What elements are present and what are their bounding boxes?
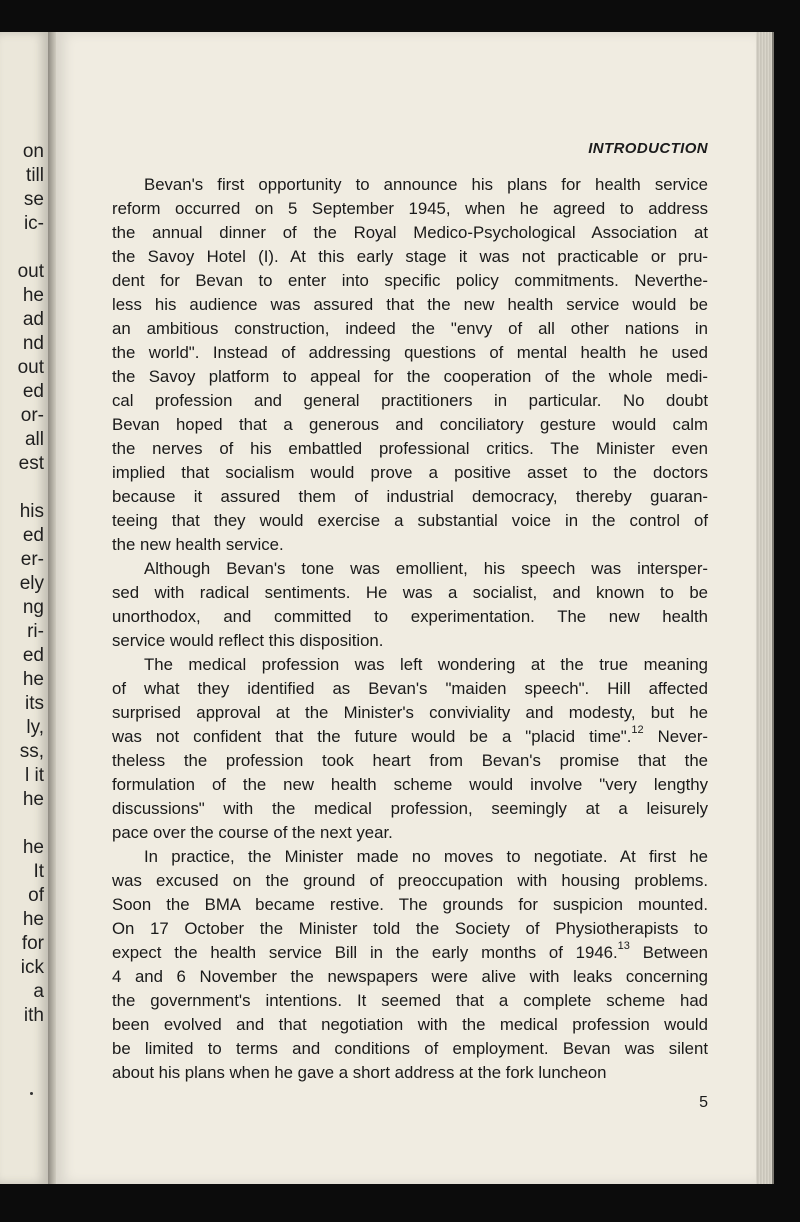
left-page-fragment: ely [19,573,44,594]
left-page-fragment: for [21,933,44,954]
text-line: of what they identified as Bevan's "maiden speech". Hill affected [112,679,708,698]
line-text: expect the health service Bill in the early months of 1946. [112,943,618,962]
line-text: was not confident that the future would be a "placid time". [112,727,632,746]
left-page-fragment: ic- [23,213,44,234]
text-line: unorthodox, and committed to experimentation. The new health [112,607,708,626]
left-page-fragment: of [28,885,44,906]
paragraph [112,173,708,557]
text-line: the government's intentions. It seemed that a complete scheme had [112,991,708,1010]
text-line: because it assured them of industrial democracy, thereby guaran- [112,487,708,506]
left-page-fragment: he [22,285,44,306]
text-line: an ambitious construction, indeed the "envy of all other nations in [112,319,708,338]
text-line: Bevan's first opportunity to announce his plans for health service [144,175,708,194]
left-page-fragment: est [18,453,44,474]
running-head: INTRODUCTION [588,140,708,157]
text-line [112,725,708,749]
left-page-fragment: se [23,189,44,210]
text-line: pace over the course of the next year. [112,823,393,842]
left-page-fragment: ly, [26,717,44,738]
text-line: less his audience was assured that the new health service would be [112,295,708,314]
text-line: Soon the BMA became restive. The grounds for suspicion mounted. [112,895,708,914]
text-line: Bevan hoped that a generous and conciliatory gesture would calm [112,415,708,434]
left-page-fragment: he [22,789,44,810]
left-page-fragment: ed [22,645,44,666]
text-line: sed with radical sentiments. He was a socialist, and known to be [112,583,708,602]
left-page-fragment: out [17,357,44,378]
text-line: be limited to terms and conditions of employment. Bevan was silent [112,1039,708,1058]
left-page-fragment: on [22,141,44,162]
left-page-fragment: or- [20,405,44,426]
left-page-fragment: all [24,429,44,450]
text-line: In practice, the Minister made no moves to negotiate. At first he [144,847,708,866]
body-text [112,173,708,1085]
left-page-fragment: ad [22,309,44,330]
gutter-mark [30,1092,33,1095]
left-page-fragment: ick [20,957,44,978]
left-page-fragment: out [17,261,44,282]
footnote-ref: 12 [631,724,644,737]
text-line: theless the profession took heart from Bevan's promise that the [112,751,708,770]
text-line: 4 and 6 November the newspapers were alive with leaks concerning [112,967,708,986]
left-page-fragment: its [25,693,44,714]
left-page-edge [0,32,48,1184]
text-line: discussions" with the medical profession, seemingly at a leisurely [112,799,708,818]
left-page-fragment: It [33,861,44,882]
left-page-fragment: nd [22,333,44,354]
text-line: surprised approval at the Minister's conviviality and modesty, but he [112,703,708,722]
left-page-fragment: ri- [27,621,44,642]
text-line: implied that socialism would prove a positive asset to the doctors [112,463,708,482]
text-line: service would reflect this disposition. [112,631,384,650]
text-line: about his plans when he gave a short address at the fork luncheon [112,1063,607,1082]
paragraph [112,557,708,653]
left-page-fragment: ed [22,381,44,402]
left-page-fragment: ith [23,1005,44,1026]
left-page-fragment: his [19,501,44,522]
text-line: the new health service. [112,535,284,554]
text-line: reform occurred on 5 September 1945, when he agreed to address [112,199,708,218]
page-stack-edge [756,32,774,1184]
left-page-fragment: he [22,837,44,858]
text-line: the nerves of his embattled professional critics. The Minister even [112,439,708,458]
left-page-fragment: he [22,909,44,930]
left-page-fragment: ed [22,525,44,546]
paragraph [112,845,708,1085]
text-line: dent for Bevan to enter into specific policy commitments. Neverthe- [112,271,708,290]
text-line [112,941,708,965]
text-line: the Savoy Hotel (I). At this early stage it was not practicable or pru- [112,247,708,266]
book-gutter [48,32,56,1184]
text-line: On 17 October the Minister told the Society of Physiotherapists to [112,919,708,938]
text-line: the annual dinner of the Royal Medico-Psychological Association at [112,223,708,242]
text-line: teeing that they would exercise a substantial voice in the control of [112,511,708,530]
text-line: Although Bevan's tone was emollient, his speech was intersper- [144,559,708,578]
text-line: the world". Instead of addressing questions of mental health he used [112,343,708,362]
left-page-fragment: ss, [19,741,44,762]
line-text-after: Never- [643,727,709,746]
page-number: 5 [699,1094,708,1111]
text-line: The medical profession was left wondering at the true meaning [144,655,708,674]
paragraph [112,653,708,845]
left-page-fragment: ng [22,597,44,618]
footnote-ref: 13 [617,940,630,953]
text-line: was excused on the ground of preoccupation with housing problems. [112,871,708,890]
text-line: cal profession and general practitioners in particular. No doubt [112,391,708,410]
left-page-fragment: l it [25,765,44,786]
right-page [56,32,756,1184]
left-page-fragment: he [22,669,44,690]
line-text-after: Between [629,943,708,962]
left-page-fragment: a [33,981,44,1002]
left-page-fragment: till [26,165,44,186]
text-line: the Savoy platform to appeal for the cooperation of the whole medi- [112,367,708,386]
text-line: been evolved and that negotiation with the medical profession would [112,1015,708,1034]
left-page-fragment: er- [20,549,44,570]
text-line: formulation of the new health scheme would involve "very lengthy [112,775,708,794]
